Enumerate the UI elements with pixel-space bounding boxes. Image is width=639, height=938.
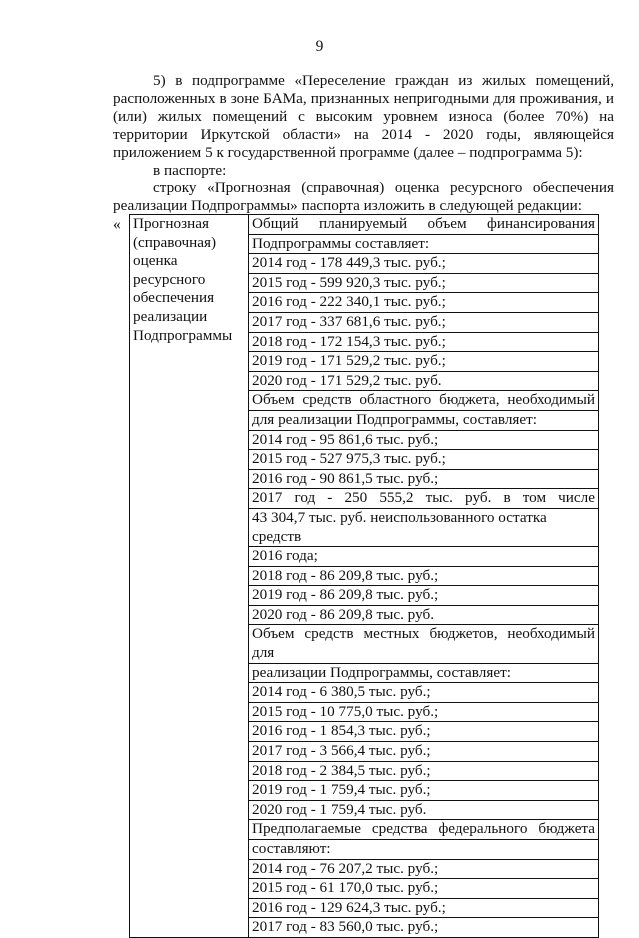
intro-paragraph: 5) в подпрограмме «Переселение граждан из жилых помещений, расположенных в зоне БАМа, признанных непригодными для проживания, и (или) жилых помещений с высоким уровнем износа (более 70%) на территории Иркутской области» на 2014 - 2020 годы, являющейся приложением 5 к государственной программе (далее – подпрограмма 5): [113, 72, 614, 161]
row-title-line: Подпрограммы [133, 326, 233, 344]
page-number: 9 [315, 38, 324, 55]
funding-line: для реализации Подпрограммы, составляет: [249, 411, 598, 431]
funding-line: 2016 год - 1 854,3 тыс. руб.; [249, 722, 598, 742]
funding-line: 2016 года; [249, 547, 598, 567]
row-title-line: обеспечения [133, 289, 215, 307]
funding-line: 2014 год - 76 207,2 тыс. руб.; [249, 860, 598, 880]
funding-line: 2018 год - 172 154,3 тыс. руб.; [249, 333, 598, 353]
funding-lines [249, 215, 598, 937]
funding-line: 2014 год - 178 449,3 тыс. руб.; [249, 254, 598, 274]
funding-line: 2015 год - 10 775,0 тыс. руб.; [249, 703, 598, 723]
funding-line: 2016 год - 129 624,3 тыс. руб.; [249, 899, 598, 919]
row-title [133, 215, 245, 345]
funding-line: 2020 год - 171 529,2 тыс. руб. [249, 372, 598, 392]
funding-line: 2018 год - 2 384,5 тыс. руб.; [249, 762, 598, 782]
funding-line: 2015 год - 599 920,3 тыс. руб.; [249, 274, 598, 294]
funding-line: 2015 год - 527 975,3 тыс. руб.; [249, 450, 598, 470]
row-title-line: (справочная) [133, 233, 217, 251]
in-passport-line: в паспорте: [153, 161, 227, 179]
funding-line: 2014 год - 95 861,6 тыс. руб.; [249, 431, 598, 451]
row-title-line: Прогнозная [133, 215, 209, 232]
intro-block [113, 72, 614, 215]
funding-line: Общий планируемый объем финансирования [249, 215, 598, 235]
funding-line: 2019 год - 1 759,4 тыс. руб.; [249, 781, 598, 801]
row-content-cell [249, 215, 599, 938]
funding-line: 43 304,7 тыс. руб. неиспользованного остатка средств [249, 509, 598, 547]
row-title-line: ресурсного [133, 270, 206, 288]
funding-line: 2016 год - 222 340,1 тыс. руб.; [249, 293, 598, 313]
row-title-cell [130, 215, 249, 938]
funding-line: реализации Подпрограммы, составляет: [249, 664, 598, 684]
funding-line: 2014 год - 6 380,5 тыс. руб.; [249, 683, 598, 703]
row-instruction: строку «Прогнозная (справочная) оценка ресурсного обеспечения реализации Подпрограммы» паспорта изложить в следующей редакции: [113, 179, 614, 215]
funding-line: 2019 год - 171 529,2 тыс. руб.; [249, 352, 598, 372]
table-row [130, 215, 599, 938]
funding-line: 2017 год - 83 560,0 тыс. руб.; [252, 918, 439, 936]
funding-line: Объем средств местных бюджетов, необходимый для [249, 625, 598, 663]
funding-line: 2017 год - 337 681,6 тыс. руб.; [249, 313, 598, 333]
funding-line: Подпрограммы составляет: [249, 235, 598, 255]
opening-quote: « [113, 216, 121, 233]
funding-line: составляют: [249, 840, 598, 860]
funding-line: 2020 год - 1 759,4 тыс. руб. [249, 801, 598, 821]
funding-table [129, 214, 599, 938]
funding-line: 2020 год - 86 209,8 тыс. руб. [249, 606, 598, 626]
row-title-line: реализации [133, 307, 208, 325]
funding-line: 2019 год - 86 209,8 тыс. руб.; [249, 586, 598, 606]
funding-line: 2016 год - 90 861,5 тыс. руб.; [249, 470, 598, 490]
funding-line: 2018 год - 86 209,8 тыс. руб.; [249, 567, 598, 587]
funding-line: 2017 год - 3 566,4 тыс. руб.; [249, 742, 598, 762]
funding-line: 2017 год - 250 555,2 тыс. руб. в том числе [249, 489, 598, 509]
funding-line: Объем средств областного бюджета, необходимый [249, 391, 598, 411]
row-title-line: оценка [133, 252, 178, 270]
funding-line: Предполагаемые средства федерального бюджета [249, 820, 598, 840]
funding-line: 2015 год - 61 170,0 тыс. руб.; [249, 879, 598, 899]
